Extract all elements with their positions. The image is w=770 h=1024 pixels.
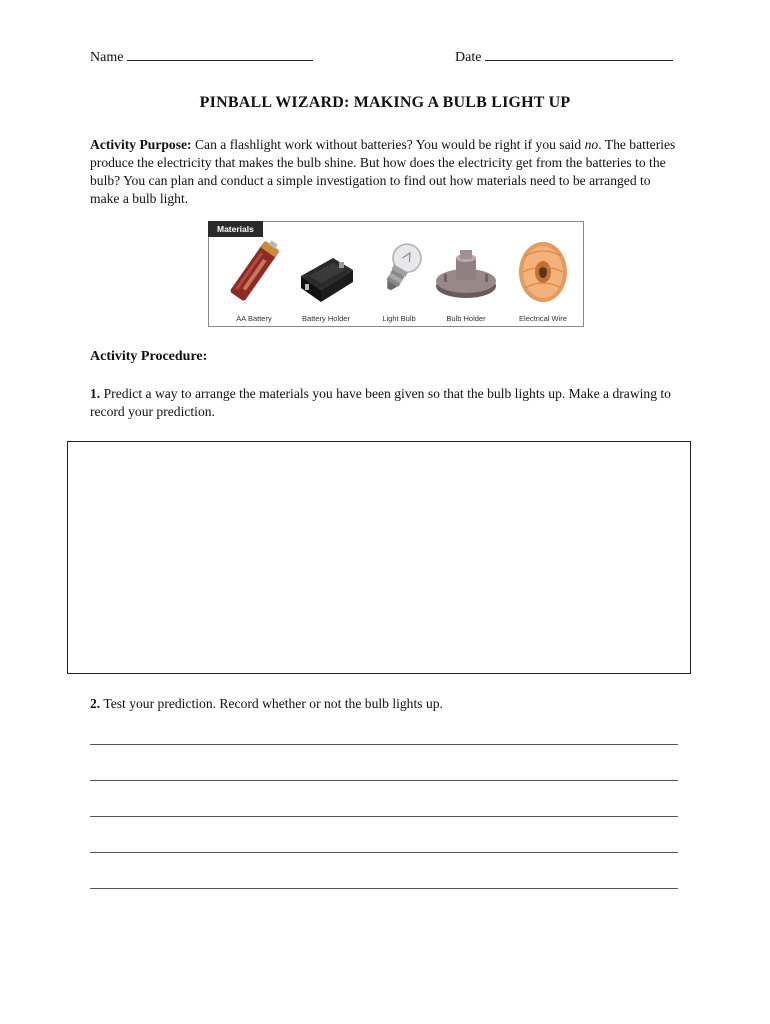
answer-line[interactable] bbox=[90, 816, 678, 817]
prediction-drawing-box[interactable] bbox=[67, 441, 691, 674]
material-label: Battery Holder bbox=[302, 314, 350, 323]
materials-tag: Materials bbox=[208, 221, 263, 237]
name-label: Name bbox=[90, 50, 124, 65]
name-field[interactable] bbox=[90, 47, 313, 67]
material-aa-battery bbox=[217, 236, 291, 323]
date-label: Date bbox=[455, 50, 482, 65]
step-2 bbox=[90, 696, 443, 712]
activity-purpose bbox=[90, 136, 680, 208]
name-blank-line[interactable] bbox=[127, 47, 313, 61]
material-label: Electrical Wire bbox=[519, 314, 567, 323]
purpose-text-after: . The batteries produce the electricity that makes the bulb shine. But how does the electricity get from the batteries to the bulb? You can plan and conduct a simple investigation to find out how materials need to be arranged to make a bulb light. bbox=[90, 137, 676, 206]
purpose-italic-word: no bbox=[584, 137, 599, 152]
date-blank-line[interactable] bbox=[485, 47, 673, 61]
material-label: Bulb Holder bbox=[446, 314, 486, 323]
material-label: Light Bulb bbox=[382, 314, 416, 323]
purpose-label: Activity Purpose: bbox=[90, 137, 192, 152]
material-battery-holder bbox=[289, 236, 363, 323]
page-title: PINBALL WIZARD: MAKING A BULB LIGHT UP bbox=[199, 94, 571, 111]
answer-line[interactable] bbox=[90, 888, 678, 889]
procedure-heading: Activity Procedure: bbox=[90, 349, 208, 364]
wire-spool-icon bbox=[512, 236, 574, 308]
light-bulb-icon bbox=[368, 236, 430, 308]
answer-line[interactable] bbox=[90, 744, 678, 745]
material-electrical-wire bbox=[506, 236, 580, 323]
aa-battery-icon bbox=[223, 236, 285, 308]
step-1 bbox=[90, 385, 680, 421]
answer-line[interactable] bbox=[90, 852, 678, 853]
bulb-holder-icon bbox=[430, 236, 502, 308]
materials-panel bbox=[208, 221, 584, 327]
step-2-number: 2. bbox=[90, 696, 101, 711]
material-label: AA Battery bbox=[236, 314, 272, 323]
purpose-text-before: Can a flashlight work without batteries? You would be right if you said bbox=[194, 137, 582, 152]
answer-line[interactable] bbox=[90, 780, 678, 781]
step-2-text: Test your prediction. Record whether or not the bulb lights up. bbox=[103, 696, 443, 711]
step-1-text: Predict a way to arrange the materials you have been given so that the bulb lights up. Make a drawing to record your prediction. bbox=[90, 386, 671, 419]
date-field[interactable] bbox=[455, 47, 673, 67]
battery-holder-icon bbox=[295, 236, 357, 308]
material-light-bulb bbox=[362, 236, 436, 323]
step-1-number: 1. bbox=[90, 386, 101, 401]
material-bulb-holder bbox=[429, 236, 503, 323]
